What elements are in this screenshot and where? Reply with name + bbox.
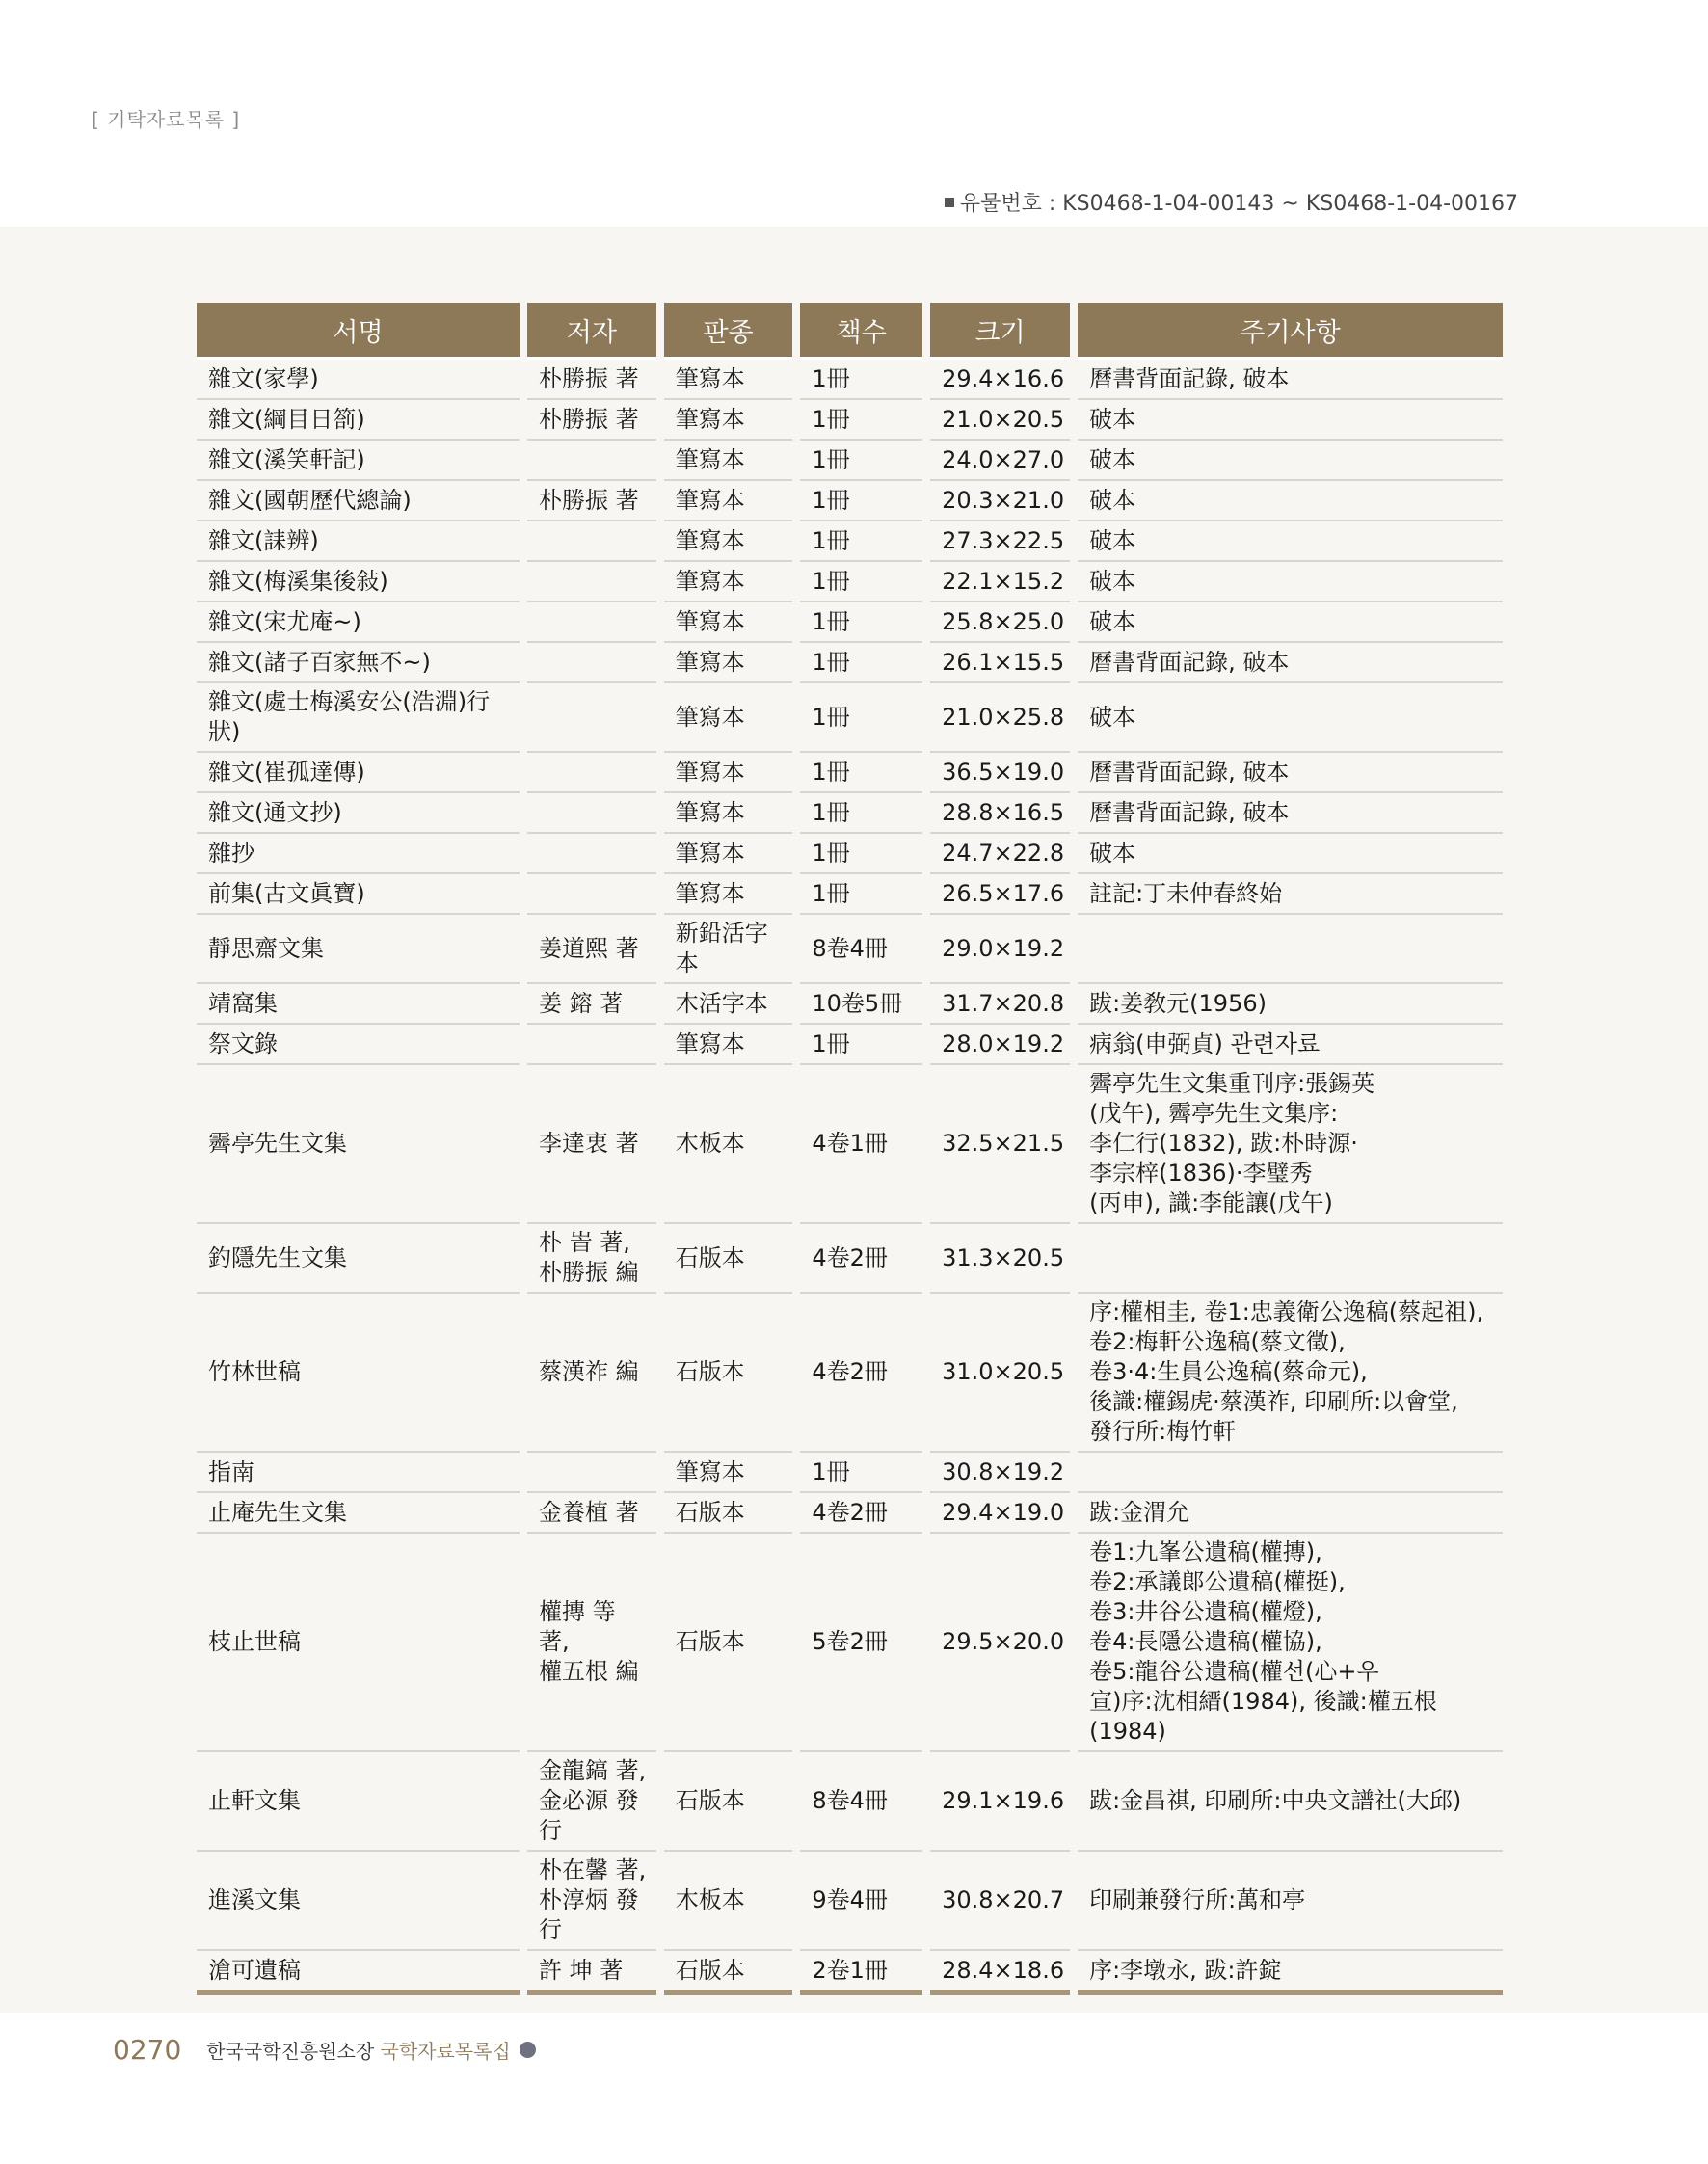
cell-title: 雜文(國朝歷代總論) [197, 481, 520, 521]
table-row [197, 562, 1503, 602]
cell-author: 朴勝振 著 [527, 481, 656, 521]
cell-title: 竹林世稿 [197, 1294, 520, 1453]
cell-size: 36.5×19.0 [930, 753, 1070, 793]
cell-title: 滄可遺稿 [197, 1951, 520, 1995]
table-row [197, 521, 1503, 562]
cell-author: 蔡漢祚 編 [527, 1294, 656, 1453]
cell-notes: 破本 [1078, 834, 1503, 874]
table-row [197, 1025, 1503, 1065]
cell-edition: 木板本 [664, 1852, 793, 1951]
cell-author [527, 753, 656, 793]
cell-title: 雜抄 [197, 834, 520, 874]
cell-title: 止庵先生文集 [197, 1493, 520, 1534]
cell-size: 24.0×27.0 [930, 441, 1070, 481]
cell-title: 雜文(處士梅溪安公(浩淵)行狀) [197, 683, 520, 753]
table-row [197, 984, 1503, 1025]
page-footer [113, 2034, 536, 2066]
cell-edition: 筆寫本 [664, 602, 793, 643]
cell-size: 28.0×19.2 [930, 1025, 1070, 1065]
cell-notes: 跋:金昌祺, 印刷所:中央文譜社(大邱) [1078, 1752, 1503, 1852]
cell-notes: 卷1:九峯公遺稿(權摶), 卷2:承議郞公遺稿(權挺), 卷3:井谷公遺稿(權燈), 卷4:長隱公遺稿(權協), 卷5:龍谷公遺稿(權선(心+우 宣)序:沈相縉(1984), 後識:權五根(1984) [1078, 1534, 1503, 1752]
cell-volumes: 1冊 [800, 834, 922, 874]
cell-volumes: 1冊 [800, 521, 922, 562]
table-row [197, 1852, 1503, 1951]
circle-icon [520, 2042, 536, 2058]
table-row [197, 441, 1503, 481]
cell-edition: 新鉛活字本 [664, 915, 793, 984]
cell-size: 30.8×19.2 [930, 1453, 1070, 1493]
cell-volumes: 1冊 [800, 481, 922, 521]
cell-volumes: 5卷2冊 [800, 1534, 922, 1752]
cell-volumes: 8卷4冊 [800, 915, 922, 984]
table-body [197, 360, 1503, 1995]
cell-size: 29.4×19.0 [930, 1493, 1070, 1534]
cell-author: 許 坤 著 [527, 1951, 656, 1995]
cell-size: 29.5×20.0 [930, 1534, 1070, 1752]
cell-author: 朴勝振 著 [527, 400, 656, 441]
cell-volumes: 1冊 [800, 562, 922, 602]
cell-size: 27.3×22.5 [930, 521, 1070, 562]
cell-volumes: 1冊 [800, 1453, 922, 1493]
table-row [197, 915, 1503, 984]
column-header-title: 서명 [197, 303, 520, 360]
cell-volumes: 1冊 [800, 360, 922, 400]
table-row [197, 753, 1503, 793]
cell-volumes: 1冊 [800, 1025, 922, 1065]
cell-volumes: 1冊 [800, 683, 922, 753]
catalog-table [189, 303, 1510, 1995]
table-row [197, 683, 1503, 753]
cell-volumes: 10卷5冊 [800, 984, 922, 1025]
cell-author: 姜 鎔 著 [527, 984, 656, 1025]
cell-volumes: 1冊 [800, 793, 922, 834]
cell-title: 雜文(溪笑軒記) [197, 441, 520, 481]
table-row [197, 1951, 1503, 1995]
cell-edition: 筆寫本 [664, 481, 793, 521]
cell-title: 前集(古文眞寶) [197, 874, 520, 915]
cell-volumes: 1冊 [800, 874, 922, 915]
cell-title: 祭文錄 [197, 1025, 520, 1065]
cell-author [527, 643, 656, 683]
cell-volumes: 4卷1冊 [800, 1065, 922, 1224]
table-row [197, 481, 1503, 521]
cell-notes: 破本 [1078, 683, 1503, 753]
cell-size: 31.3×20.5 [930, 1224, 1070, 1294]
cell-title: 靜思齋文集 [197, 915, 520, 984]
table-row [197, 1534, 1503, 1752]
table-row [197, 643, 1503, 683]
table-row [197, 1294, 1503, 1453]
table-row [197, 400, 1503, 441]
cell-volumes: 4卷2冊 [800, 1493, 922, 1534]
square-bullet-icon [945, 198, 954, 207]
column-header-volumes: 책수 [800, 303, 922, 360]
cell-author [527, 834, 656, 874]
cell-notes: 破本 [1078, 481, 1503, 521]
cell-notes: 破本 [1078, 441, 1503, 481]
cell-size: 22.1×15.2 [930, 562, 1070, 602]
cell-size: 31.7×20.8 [930, 984, 1070, 1025]
cell-size: 29.0×19.2 [930, 915, 1070, 984]
cell-author: 朴 峕 著, 朴勝振 編 [527, 1224, 656, 1294]
cell-edition: 筆寫本 [664, 441, 793, 481]
cell-title: 雜文(誄辨) [197, 521, 520, 562]
cell-author: 金龍鎬 著, 金必源 發行 [527, 1752, 656, 1852]
cell-volumes: 4卷2冊 [800, 1294, 922, 1453]
cell-author [527, 1025, 656, 1065]
table-row [197, 360, 1503, 400]
cell-notes: 病翁(申弼貞) 관련자료 [1078, 1025, 1503, 1065]
cell-author: 朴勝振 著 [527, 360, 656, 400]
cell-edition: 石版本 [664, 1294, 793, 1453]
cell-notes: 破本 [1078, 562, 1503, 602]
cell-size: 29.4×16.6 [930, 360, 1070, 400]
cell-edition: 筆寫本 [664, 521, 793, 562]
cell-notes: 曆書背面記錄, 破本 [1078, 793, 1503, 834]
cell-volumes: 4卷2冊 [800, 1224, 922, 1294]
cell-title: 霽亭先生文集 [197, 1065, 520, 1224]
cell-edition: 筆寫本 [664, 1025, 793, 1065]
cell-title: 雜文(宋尤庵~) [197, 602, 520, 643]
artifact-id-range-text: 유물번호 : KS0468-1-04-00143 ~ KS0468-1-04-00167 [959, 192, 1518, 216]
cell-edition: 筆寫本 [664, 834, 793, 874]
cell-title: 雜文(梅溪集後敍) [197, 562, 520, 602]
cell-notes: 曆書背面記錄, 破本 [1078, 753, 1503, 793]
cell-edition: 石版本 [664, 1752, 793, 1852]
cell-author: 李達衷 著 [527, 1065, 656, 1224]
column-header-size: 크기 [930, 303, 1070, 360]
cell-title: 指南 [197, 1453, 520, 1493]
cell-edition: 筆寫本 [664, 360, 793, 400]
footer-org: 한국국학진흥원소장 [206, 2040, 375, 2063]
cell-size: 30.8×20.7 [930, 1852, 1070, 1951]
cell-edition: 石版本 [664, 1951, 793, 1995]
cell-notes [1078, 1224, 1503, 1294]
cell-size: 28.8×16.5 [930, 793, 1070, 834]
cell-notes: 印刷兼發行所:萬和亭 [1078, 1852, 1503, 1951]
cell-size: 29.1×19.6 [930, 1752, 1070, 1852]
cell-author: 朴在馨 著, 朴淳炳 發行 [527, 1852, 656, 1951]
cell-size: 25.8×25.0 [930, 602, 1070, 643]
cell-edition: 筆寫本 [664, 400, 793, 441]
column-header-notes: 주기사항 [1078, 303, 1503, 360]
cell-title: 雜文(家學) [197, 360, 520, 400]
cell-title: 雜文(諸子百家無不~) [197, 643, 520, 683]
cell-notes: 序:權相圭, 卷1:忠義衛公逸稿(蔡起祖), 卷2:梅軒公逸稿(蔡文徵), 卷3·4:生員公逸稿(蔡命元), 後識:權錫虎·蔡漢祚, 印刷所:以會堂, 發行所:梅竹軒 [1078, 1294, 1503, 1453]
cell-author [527, 874, 656, 915]
cell-volumes: 1冊 [800, 643, 922, 683]
table-header-row [197, 303, 1503, 360]
cell-edition: 筆寫本 [664, 643, 793, 683]
cell-notes: 破本 [1078, 602, 1503, 643]
cell-author: 權摶 等 著, 權五根 編 [527, 1534, 656, 1752]
cell-notes: 破本 [1078, 400, 1503, 441]
cell-title: 雜文(綱目日箚) [197, 400, 520, 441]
table-row [197, 793, 1503, 834]
cell-size: 20.3×21.0 [930, 481, 1070, 521]
table-row [197, 874, 1503, 915]
cell-size: 31.0×20.5 [930, 1294, 1070, 1453]
cell-volumes: 1冊 [800, 753, 922, 793]
cell-edition: 木活字本 [664, 984, 793, 1025]
cell-title: 釣隱先生文集 [197, 1224, 520, 1294]
cell-edition: 木板本 [664, 1065, 793, 1224]
section-tag: [ 기탁자료목록 ] [92, 108, 241, 131]
cell-volumes: 2卷1冊 [800, 1951, 922, 1995]
table-row [197, 1752, 1503, 1852]
cell-author [527, 521, 656, 562]
cell-notes: 曆書背面記錄, 破本 [1078, 360, 1503, 400]
cell-author: 姜道熙 著 [527, 915, 656, 984]
table-row [197, 1065, 1503, 1224]
cell-size: 26.5×17.6 [930, 874, 1070, 915]
cell-notes [1078, 915, 1503, 984]
cell-author [527, 793, 656, 834]
footer-collection: 국학자료목록집 [380, 2040, 511, 2063]
cell-volumes: 1冊 [800, 602, 922, 643]
cell-notes: 破本 [1078, 521, 1503, 562]
cell-notes [1078, 1453, 1503, 1493]
cell-notes: 霽亭先生文集重刊序:張錫英 (戊午), 霽亭先生文集序: 李仁行(1832), 跋:朴時源· 李宗梓(1836)·李璧秀 (丙申), 識:李能讓(戊午) [1078, 1065, 1503, 1224]
cell-size: 26.1×15.5 [930, 643, 1070, 683]
cell-volumes: 1冊 [800, 400, 922, 441]
cell-author [527, 602, 656, 643]
cell-author [527, 1453, 656, 1493]
cell-notes: 序:李墩永, 跋:許錠 [1078, 1951, 1503, 1995]
cell-title: 枝止世稿 [197, 1534, 520, 1752]
cell-volumes: 9卷4冊 [800, 1852, 922, 1951]
cell-size: 24.7×22.8 [930, 834, 1070, 874]
cell-author [527, 441, 656, 481]
cell-size: 21.0×25.8 [930, 683, 1070, 753]
cell-edition: 筆寫本 [664, 793, 793, 834]
table-row [197, 1224, 1503, 1294]
cell-edition: 石版本 [664, 1224, 793, 1294]
cell-notes: 曆書背面記錄, 破本 [1078, 643, 1503, 683]
cell-volumes: 8卷4冊 [800, 1752, 922, 1852]
table-row [197, 1453, 1503, 1493]
cell-edition: 筆寫本 [664, 753, 793, 793]
cell-title: 止軒文集 [197, 1752, 520, 1852]
cell-size: 21.0×20.5 [930, 400, 1070, 441]
cell-edition: 石版本 [664, 1534, 793, 1752]
cell-edition: 筆寫本 [664, 1453, 793, 1493]
cell-author: 金養植 著 [527, 1493, 656, 1534]
cell-notes: 跋:金渭允 [1078, 1493, 1503, 1534]
cell-author [527, 562, 656, 602]
table-row [197, 602, 1503, 643]
cell-notes: 跋:姜敎元(1956) [1078, 984, 1503, 1025]
cell-notes: 註記:丁未仲春終始 [1078, 874, 1503, 915]
cell-title: 靖窩集 [197, 984, 520, 1025]
column-header-edition: 판종 [664, 303, 793, 360]
cell-edition: 筆寫本 [664, 562, 793, 602]
cell-volumes: 1冊 [800, 441, 922, 481]
cell-edition: 石版本 [664, 1493, 793, 1534]
table-row [197, 834, 1503, 874]
cell-title: 雜文(崔孤達傳) [197, 753, 520, 793]
cell-author [527, 683, 656, 753]
cell-edition: 筆寫本 [664, 874, 793, 915]
cell-title: 雜文(通文抄) [197, 793, 520, 834]
artifact-id-range [945, 187, 1518, 217]
table-row [197, 1493, 1503, 1534]
page-number: 0270 [113, 2034, 182, 2066]
cell-size: 32.5×21.5 [930, 1065, 1070, 1224]
cell-edition: 筆寫本 [664, 683, 793, 753]
cell-title: 進溪文集 [197, 1852, 520, 1951]
column-header-author: 저자 [527, 303, 656, 360]
cell-size: 28.4×18.6 [930, 1951, 1070, 1995]
